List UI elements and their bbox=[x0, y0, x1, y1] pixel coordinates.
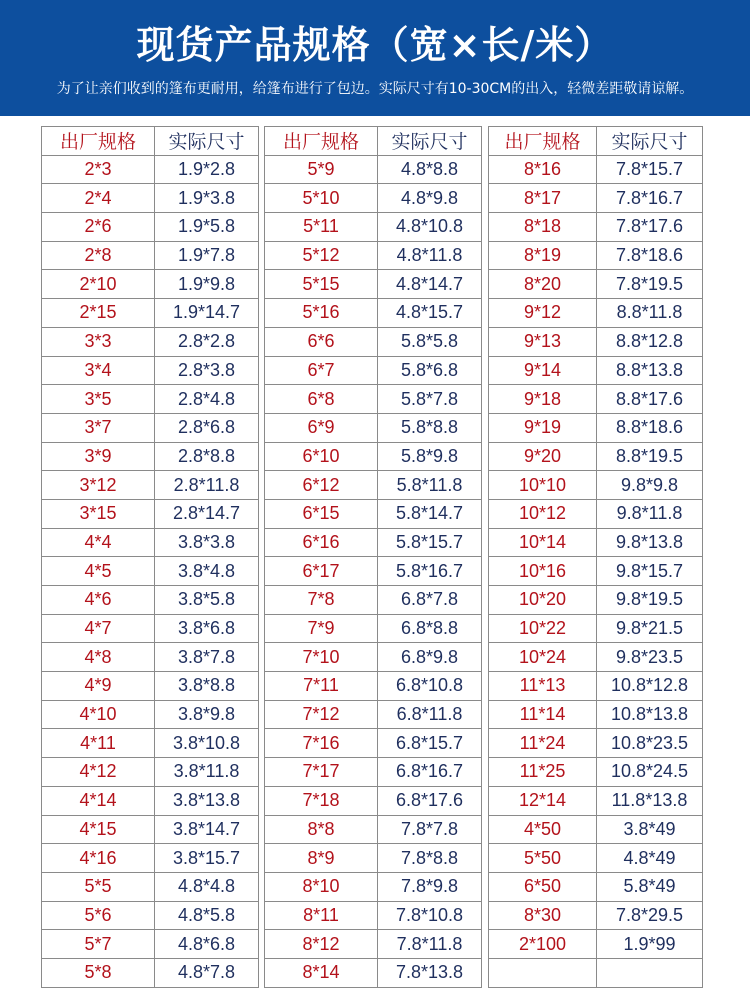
table-row bbox=[42, 557, 259, 586]
actual-size-cell: 1.9*14.7 bbox=[155, 299, 259, 328]
factory-spec-cell: 8*11 bbox=[265, 901, 378, 930]
factory-spec-cell: 6*15 bbox=[265, 499, 378, 528]
actual-size-cell: 3.8*14.7 bbox=[155, 815, 259, 844]
factory-spec-cell: 8*12 bbox=[265, 930, 378, 959]
table-row bbox=[265, 672, 482, 701]
table-row bbox=[42, 958, 259, 987]
factory-spec-cell: 2*6 bbox=[42, 213, 155, 242]
actual-size-cell: 9.8*23.5 bbox=[597, 643, 703, 672]
factory-spec-cell: 9*20 bbox=[489, 442, 597, 471]
actual-size-cell: 10.8*12.8 bbox=[597, 672, 703, 701]
factory-spec-cell: 7*17 bbox=[265, 758, 378, 787]
table-row bbox=[42, 385, 259, 414]
table-row bbox=[265, 327, 482, 356]
table-row bbox=[42, 700, 259, 729]
factory-spec-cell: 8*30 bbox=[489, 901, 597, 930]
actual-size-cell: 6.8*9.8 bbox=[378, 643, 482, 672]
table-row bbox=[42, 672, 259, 701]
actual-size-cell: 7.8*16.7 bbox=[597, 184, 703, 213]
actual-size-cell: 7.8*8.8 bbox=[378, 844, 482, 873]
actual-size-cell: 8.8*11.8 bbox=[597, 299, 703, 328]
actual-size-cell: 2.8*3.8 bbox=[155, 356, 259, 385]
table-row bbox=[42, 413, 259, 442]
table-row bbox=[265, 499, 482, 528]
factory-spec-cell: 6*8 bbox=[265, 385, 378, 414]
actual-size-cell: 6.8*8.8 bbox=[378, 614, 482, 643]
actual-size-cell: 2.8*8.8 bbox=[155, 442, 259, 471]
factory-spec-cell: 5*11 bbox=[265, 213, 378, 242]
actual-size-cell: 4.8*6.8 bbox=[155, 930, 259, 959]
table-row bbox=[489, 471, 703, 500]
table-row bbox=[489, 213, 703, 242]
actual-size-cell: 7.8*18.6 bbox=[597, 241, 703, 270]
factory-spec-cell: 4*10 bbox=[42, 700, 155, 729]
spec-tables bbox=[0, 116, 750, 1000]
header-actual-size: 实际尺寸 bbox=[597, 127, 703, 156]
table-row bbox=[489, 557, 703, 586]
factory-spec-cell: 8*14 bbox=[265, 958, 378, 987]
actual-size-cell: 7.8*13.8 bbox=[378, 958, 482, 987]
table-row bbox=[265, 901, 482, 930]
factory-spec-cell: 6*10 bbox=[265, 442, 378, 471]
actual-size-cell: 3.8*49 bbox=[597, 815, 703, 844]
table-row bbox=[42, 586, 259, 615]
factory-spec-cell: 5*50 bbox=[489, 844, 597, 873]
factory-spec-cell: 9*18 bbox=[489, 385, 597, 414]
actual-size-cell: 5.8*11.8 bbox=[378, 471, 482, 500]
table-row bbox=[42, 442, 259, 471]
actual-size-cell: 10.8*24.5 bbox=[597, 758, 703, 787]
factory-spec-cell: 7*11 bbox=[265, 672, 378, 701]
factory-spec-cell: 6*12 bbox=[265, 471, 378, 500]
table-row bbox=[489, 155, 703, 184]
actual-size-cell: 2.8*4.8 bbox=[155, 385, 259, 414]
table-row bbox=[489, 758, 703, 787]
table-row bbox=[489, 901, 703, 930]
factory-spec-cell: 9*14 bbox=[489, 356, 597, 385]
factory-spec-cell: 8*19 bbox=[489, 241, 597, 270]
factory-spec-cell: 7*12 bbox=[265, 700, 378, 729]
factory-spec-cell: 10*22 bbox=[489, 614, 597, 643]
table-row bbox=[42, 844, 259, 873]
actual-size-cell: 3.8*6.8 bbox=[155, 614, 259, 643]
factory-spec-cell: 5*16 bbox=[265, 299, 378, 328]
table-row bbox=[489, 930, 703, 959]
table-row bbox=[265, 528, 482, 557]
actual-size-cell: 7.8*9.8 bbox=[378, 872, 482, 901]
table-row bbox=[265, 700, 482, 729]
header-actual-size: 实际尺寸 bbox=[155, 127, 259, 156]
factory-spec-cell: 9*13 bbox=[489, 327, 597, 356]
factory-spec-cell: 3*15 bbox=[42, 499, 155, 528]
table-row bbox=[42, 356, 259, 385]
table-row bbox=[489, 413, 703, 442]
factory-spec-cell: 3*7 bbox=[42, 413, 155, 442]
actual-size-cell: 5.8*15.7 bbox=[378, 528, 482, 557]
factory-spec-cell: 7*10 bbox=[265, 643, 378, 672]
actual-size-cell: 2.8*11.8 bbox=[155, 471, 259, 500]
actual-size-cell: 5.8*7.8 bbox=[378, 385, 482, 414]
table-row bbox=[42, 815, 259, 844]
table-row bbox=[265, 815, 482, 844]
actual-size-cell: 4.8*9.8 bbox=[378, 184, 482, 213]
actual-size-cell: 3.8*8.8 bbox=[155, 672, 259, 701]
actual-size-cell: 5.8*49 bbox=[597, 872, 703, 901]
actual-size-cell: 5.8*9.8 bbox=[378, 442, 482, 471]
actual-size-cell: 7.8*19.5 bbox=[597, 270, 703, 299]
factory-spec-cell: 9*12 bbox=[489, 299, 597, 328]
actual-size-cell: 6.8*7.8 bbox=[378, 586, 482, 615]
table-row bbox=[42, 614, 259, 643]
factory-spec-cell: 5*8 bbox=[42, 958, 155, 987]
table-row bbox=[489, 700, 703, 729]
table-row bbox=[265, 557, 482, 586]
factory-spec-cell: 10*10 bbox=[489, 471, 597, 500]
table-row bbox=[42, 327, 259, 356]
actual-size-cell: 5.8*14.7 bbox=[378, 499, 482, 528]
actual-size-cell: 2.8*6.8 bbox=[155, 413, 259, 442]
table-row bbox=[42, 758, 259, 787]
factory-spec-cell: 5*10 bbox=[265, 184, 378, 213]
actual-size-cell: 3.8*10.8 bbox=[155, 729, 259, 758]
table-row bbox=[42, 901, 259, 930]
table-row bbox=[42, 872, 259, 901]
table-row bbox=[265, 442, 482, 471]
actual-size-cell: 11.8*13.8 bbox=[597, 786, 703, 815]
actual-size-cell: 9.8*21.5 bbox=[597, 614, 703, 643]
header-actual-size: 实际尺寸 bbox=[378, 127, 482, 156]
actual-size-cell: 5.8*6.8 bbox=[378, 356, 482, 385]
actual-size-cell: 4.8*7.8 bbox=[155, 958, 259, 987]
factory-spec-cell: 10*20 bbox=[489, 586, 597, 615]
actual-size-cell: 7.8*29.5 bbox=[597, 901, 703, 930]
table-row bbox=[42, 499, 259, 528]
factory-spec-cell: 6*16 bbox=[265, 528, 378, 557]
factory-spec-cell: 11*13 bbox=[489, 672, 597, 701]
table-row bbox=[265, 270, 482, 299]
table-row bbox=[265, 786, 482, 815]
factory-spec-cell: 11*14 bbox=[489, 700, 597, 729]
table-row bbox=[265, 844, 482, 873]
actual-size-cell: 7.8*7.8 bbox=[378, 815, 482, 844]
factory-spec-cell: 8*10 bbox=[265, 872, 378, 901]
header-factory-spec: 出厂规格 bbox=[265, 127, 378, 156]
actual-size-cell: 4.8*10.8 bbox=[378, 213, 482, 242]
table-row bbox=[42, 471, 259, 500]
table-row bbox=[489, 586, 703, 615]
table-row bbox=[42, 155, 259, 184]
actual-size-cell: 4.8*15.7 bbox=[378, 299, 482, 328]
table-row bbox=[489, 872, 703, 901]
actual-size-cell: 6.8*10.8 bbox=[378, 672, 482, 701]
actual-size-cell: 4.8*11.8 bbox=[378, 241, 482, 270]
factory-spec-cell: 2*15 bbox=[42, 299, 155, 328]
table-row bbox=[489, 442, 703, 471]
factory-spec-cell: 3*9 bbox=[42, 442, 155, 471]
actual-size-cell bbox=[597, 958, 703, 987]
factory-spec-cell: 6*17 bbox=[265, 557, 378, 586]
factory-spec-cell: 2*8 bbox=[42, 241, 155, 270]
factory-spec-cell: 3*4 bbox=[42, 356, 155, 385]
table-row bbox=[42, 528, 259, 557]
table-row bbox=[265, 241, 482, 270]
table-row bbox=[489, 643, 703, 672]
factory-spec-cell bbox=[489, 958, 597, 987]
actual-size-cell: 6.8*15.7 bbox=[378, 729, 482, 758]
table-row bbox=[489, 241, 703, 270]
actual-size-cell: 5.8*5.8 bbox=[378, 327, 482, 356]
factory-spec-cell: 4*9 bbox=[42, 672, 155, 701]
page-title: 现货产品规格（宽×长/米） bbox=[136, 23, 614, 67]
table-row bbox=[489, 815, 703, 844]
actual-size-cell: 3.8*7.8 bbox=[155, 643, 259, 672]
actual-size-cell: 5.8*16.7 bbox=[378, 557, 482, 586]
table-row bbox=[42, 643, 259, 672]
factory-spec-cell: 6*50 bbox=[489, 872, 597, 901]
table-row bbox=[265, 471, 482, 500]
actual-size-cell: 3.8*3.8 bbox=[155, 528, 259, 557]
spec-table-3 bbox=[488, 126, 703, 988]
factory-spec-cell: 11*25 bbox=[489, 758, 597, 787]
table-row bbox=[265, 155, 482, 184]
actual-size-cell: 1.9*99 bbox=[597, 930, 703, 959]
actual-size-cell: 7.8*10.8 bbox=[378, 901, 482, 930]
actual-size-cell: 4.8*14.7 bbox=[378, 270, 482, 299]
table-row bbox=[489, 528, 703, 557]
actual-size-cell: 4.8*49 bbox=[597, 844, 703, 873]
factory-spec-cell: 10*24 bbox=[489, 643, 597, 672]
factory-spec-cell: 8*9 bbox=[265, 844, 378, 873]
factory-spec-cell: 8*8 bbox=[265, 815, 378, 844]
table-row bbox=[489, 614, 703, 643]
table-row bbox=[489, 356, 703, 385]
header-factory-spec: 出厂规格 bbox=[489, 127, 597, 156]
table-row bbox=[265, 586, 482, 615]
table-row bbox=[489, 270, 703, 299]
table-row bbox=[265, 184, 482, 213]
factory-spec-cell: 5*12 bbox=[265, 241, 378, 270]
actual-size-cell: 8.8*13.8 bbox=[597, 356, 703, 385]
table-row bbox=[489, 958, 703, 987]
factory-spec-cell: 8*17 bbox=[489, 184, 597, 213]
factory-spec-cell: 7*9 bbox=[265, 614, 378, 643]
factory-spec-cell: 8*18 bbox=[489, 213, 597, 242]
table-row bbox=[489, 184, 703, 213]
factory-spec-cell: 4*4 bbox=[42, 528, 155, 557]
page-subtitle: 为了让亲们收到的篷布更耐用，给篷布进行了包边。实际尺寸有10-30CM的出入，轻微差距敬请谅解。 bbox=[56, 81, 694, 97]
table-row bbox=[265, 614, 482, 643]
table-row bbox=[265, 213, 482, 242]
table-row bbox=[489, 844, 703, 873]
table-row bbox=[265, 729, 482, 758]
actual-size-cell: 4.8*8.8 bbox=[378, 155, 482, 184]
factory-spec-cell: 7*18 bbox=[265, 786, 378, 815]
table-row bbox=[265, 299, 482, 328]
page-header bbox=[0, 0, 750, 116]
actual-size-cell: 1.9*2.8 bbox=[155, 155, 259, 184]
factory-spec-cell: 3*5 bbox=[42, 385, 155, 414]
table-row bbox=[265, 385, 482, 414]
actual-size-cell: 4.8*4.8 bbox=[155, 872, 259, 901]
table-row bbox=[265, 413, 482, 442]
actual-size-cell: 8.8*18.6 bbox=[597, 413, 703, 442]
factory-spec-cell: 4*8 bbox=[42, 643, 155, 672]
actual-size-cell: 3.8*9.8 bbox=[155, 700, 259, 729]
factory-spec-cell: 2*3 bbox=[42, 155, 155, 184]
actual-size-cell: 3.8*4.8 bbox=[155, 557, 259, 586]
actual-size-cell: 3.8*5.8 bbox=[155, 586, 259, 615]
factory-spec-cell: 7*8 bbox=[265, 586, 378, 615]
factory-spec-cell: 5*15 bbox=[265, 270, 378, 299]
table-row bbox=[489, 299, 703, 328]
actual-size-cell: 10.8*13.8 bbox=[597, 700, 703, 729]
table-row bbox=[265, 356, 482, 385]
factory-spec-cell: 5*9 bbox=[265, 155, 378, 184]
table-row bbox=[265, 958, 482, 987]
factory-spec-cell: 10*12 bbox=[489, 499, 597, 528]
actual-size-cell: 9.8*9.8 bbox=[597, 471, 703, 500]
header-factory-spec: 出厂规格 bbox=[42, 127, 155, 156]
table-row bbox=[42, 184, 259, 213]
factory-spec-cell: 2*10 bbox=[42, 270, 155, 299]
factory-spec-cell: 4*16 bbox=[42, 844, 155, 873]
actual-size-cell: 8.8*12.8 bbox=[597, 327, 703, 356]
actual-size-cell: 3.8*13.8 bbox=[155, 786, 259, 815]
actual-size-cell: 1.9*7.8 bbox=[155, 241, 259, 270]
table-row bbox=[489, 786, 703, 815]
factory-spec-cell: 10*16 bbox=[489, 557, 597, 586]
actual-size-cell: 6.8*16.7 bbox=[378, 758, 482, 787]
factory-spec-cell: 6*7 bbox=[265, 356, 378, 385]
actual-size-cell: 7.8*15.7 bbox=[597, 155, 703, 184]
table-row bbox=[265, 872, 482, 901]
actual-size-cell: 5.8*8.8 bbox=[378, 413, 482, 442]
factory-spec-cell: 8*16 bbox=[489, 155, 597, 184]
actual-size-cell: 2.8*2.8 bbox=[155, 327, 259, 356]
table-row bbox=[489, 672, 703, 701]
actual-size-cell: 6.8*17.6 bbox=[378, 786, 482, 815]
table-row bbox=[489, 327, 703, 356]
table-row bbox=[489, 385, 703, 414]
actual-size-cell: 3.8*15.7 bbox=[155, 844, 259, 873]
factory-spec-cell: 4*14 bbox=[42, 786, 155, 815]
table-row bbox=[489, 729, 703, 758]
table-row bbox=[42, 241, 259, 270]
factory-spec-cell: 5*7 bbox=[42, 930, 155, 959]
factory-spec-cell: 2*4 bbox=[42, 184, 155, 213]
actual-size-cell: 9.8*13.8 bbox=[597, 528, 703, 557]
factory-spec-cell: 5*6 bbox=[42, 901, 155, 930]
factory-spec-cell: 3*3 bbox=[42, 327, 155, 356]
actual-size-cell: 9.8*15.7 bbox=[597, 557, 703, 586]
factory-spec-cell: 10*14 bbox=[489, 528, 597, 557]
factory-spec-cell: 9*19 bbox=[489, 413, 597, 442]
actual-size-cell: 1.9*5.8 bbox=[155, 213, 259, 242]
factory-spec-cell: 2*100 bbox=[489, 930, 597, 959]
factory-spec-cell: 4*50 bbox=[489, 815, 597, 844]
spec-table-1 bbox=[41, 126, 259, 988]
factory-spec-cell: 4*11 bbox=[42, 729, 155, 758]
factory-spec-cell: 4*7 bbox=[42, 614, 155, 643]
factory-spec-cell: 8*20 bbox=[489, 270, 597, 299]
actual-size-cell: 2.8*14.7 bbox=[155, 499, 259, 528]
table-row bbox=[42, 786, 259, 815]
factory-spec-cell: 4*15 bbox=[42, 815, 155, 844]
spec-table-2 bbox=[264, 126, 482, 988]
factory-spec-cell: 6*6 bbox=[265, 327, 378, 356]
actual-size-cell: 8.8*17.6 bbox=[597, 385, 703, 414]
factory-spec-cell: 5*5 bbox=[42, 872, 155, 901]
table-row bbox=[265, 643, 482, 672]
actual-size-cell: 6.8*11.8 bbox=[378, 700, 482, 729]
actual-size-cell: 7.8*11.8 bbox=[378, 930, 482, 959]
table-row bbox=[265, 930, 482, 959]
table-row bbox=[42, 270, 259, 299]
actual-size-cell: 3.8*11.8 bbox=[155, 758, 259, 787]
actual-size-cell: 1.9*3.8 bbox=[155, 184, 259, 213]
table-row bbox=[265, 758, 482, 787]
actual-size-cell: 9.8*19.5 bbox=[597, 586, 703, 615]
factory-spec-cell: 7*16 bbox=[265, 729, 378, 758]
actual-size-cell: 8.8*19.5 bbox=[597, 442, 703, 471]
factory-spec-cell: 4*6 bbox=[42, 586, 155, 615]
table-row bbox=[42, 729, 259, 758]
table-row bbox=[42, 213, 259, 242]
factory-spec-cell: 4*12 bbox=[42, 758, 155, 787]
actual-size-cell: 4.8*5.8 bbox=[155, 901, 259, 930]
actual-size-cell: 9.8*11.8 bbox=[597, 499, 703, 528]
factory-spec-cell: 12*14 bbox=[489, 786, 597, 815]
actual-size-cell: 10.8*23.5 bbox=[597, 729, 703, 758]
actual-size-cell: 1.9*9.8 bbox=[155, 270, 259, 299]
factory-spec-cell: 4*5 bbox=[42, 557, 155, 586]
factory-spec-cell: 3*12 bbox=[42, 471, 155, 500]
factory-spec-cell: 6*9 bbox=[265, 413, 378, 442]
table-row bbox=[489, 499, 703, 528]
table-row bbox=[42, 930, 259, 959]
actual-size-cell: 7.8*17.6 bbox=[597, 213, 703, 242]
factory-spec-cell: 11*24 bbox=[489, 729, 597, 758]
table-row bbox=[42, 299, 259, 328]
